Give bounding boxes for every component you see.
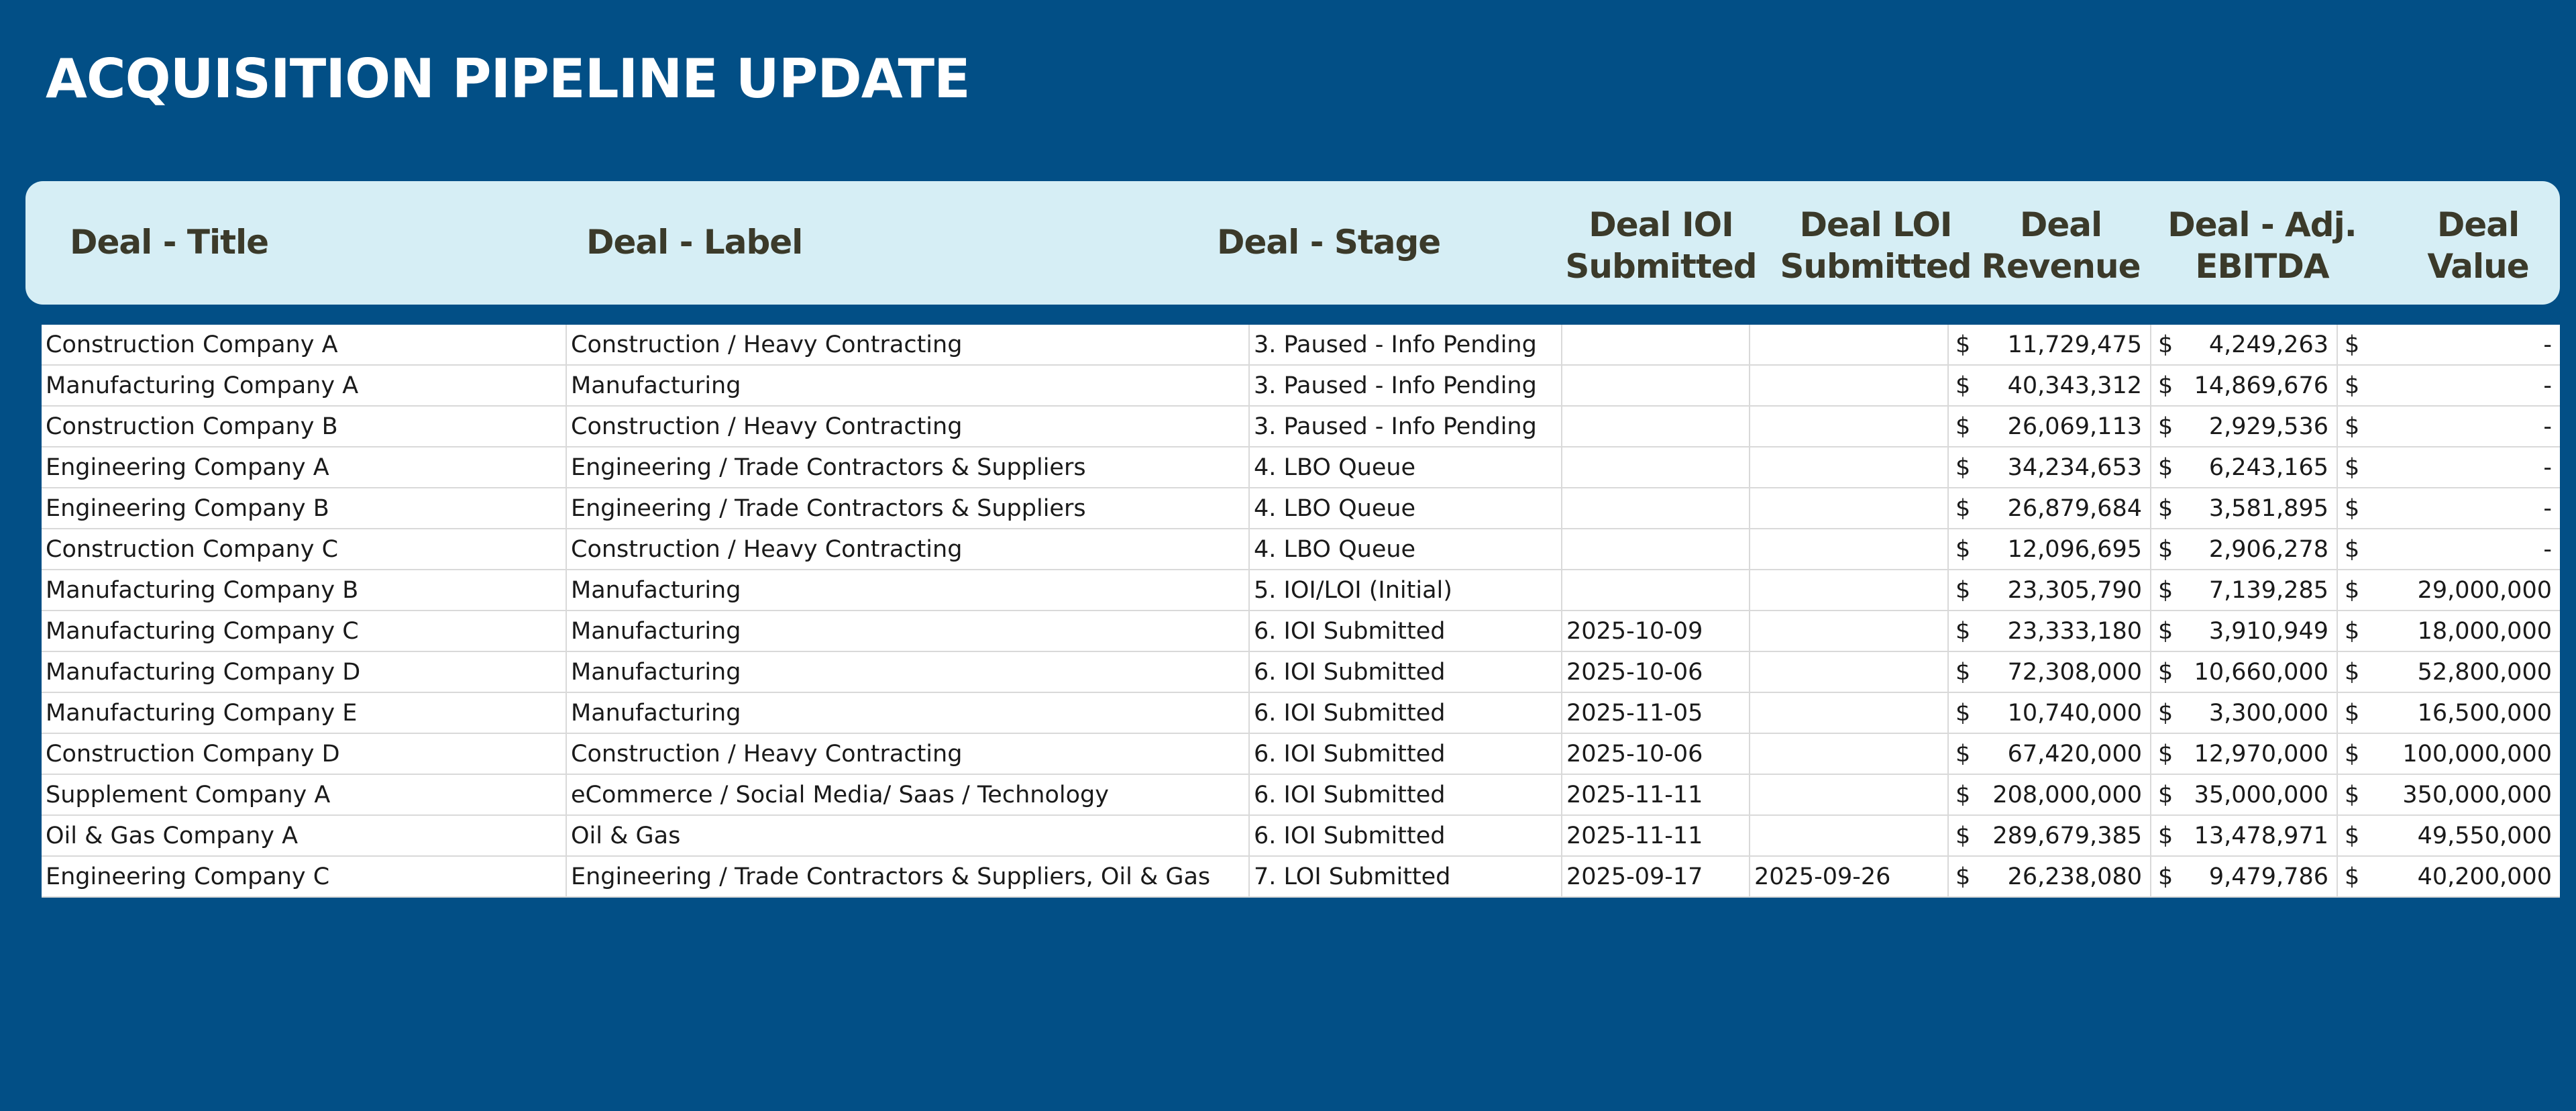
cell-ioi-submitted — [1562, 447, 1750, 488]
currency-symbol: $ — [2345, 494, 2360, 522]
table-row — [42, 856, 2560, 897]
cell-deal-revenue — [1948, 406, 2151, 447]
header-deal-stage: Deal - Stage — [1217, 223, 1441, 262]
cell-loi-submitted — [1750, 529, 1948, 570]
header-revenue-line-2: Revenue — [1981, 247, 2141, 286]
amount: 12,096,695 — [2007, 535, 2142, 563]
currency-symbol: $ — [1955, 413, 1971, 440]
header-deal-revenue — [1960, 204, 2161, 287]
amount: 2,906,278 — [2208, 535, 2328, 563]
cell-deal-label: Construction / Heavy Contracting — [566, 406, 1249, 447]
currency-symbol: $ — [1955, 658, 1971, 686]
cell-deal-value — [2337, 447, 2560, 488]
cell-deal-label: Manufacturing — [566, 570, 1249, 611]
cell-deal-value — [2337, 611, 2560, 651]
header-ebitda-line-1: Deal - Adj. — [2167, 205, 2357, 244]
currency-symbol: $ — [2158, 863, 2174, 890]
cell-deal-revenue-content — [1953, 372, 2146, 399]
cell-deal-revenue-content — [1953, 536, 2146, 563]
cell-deal-value — [2337, 406, 2560, 447]
cell-ioi-submitted — [1562, 365, 1750, 406]
cell-ioi-submitted — [1562, 529, 1750, 570]
cell-deal-stage: 6. IOI Submitted — [1249, 815, 1562, 856]
header-value-line-2: Value — [2427, 247, 2529, 286]
cell-deal-title: Manufacturing Company C — [42, 611, 566, 651]
cell-ioi-submitted: 2025-11-05 — [1562, 692, 1750, 733]
currency-symbol: $ — [2158, 781, 2174, 808]
cell-deal-value-content — [2342, 782, 2556, 808]
cell-deal-stage: 6. IOI Submitted — [1249, 774, 1562, 815]
cell-deal-revenue-content — [1953, 823, 2146, 849]
currency-symbol: $ — [1955, 781, 1971, 808]
cell-deal-stage: 5. IOI/LOI (Initial) — [1249, 570, 1562, 611]
amount: 35,000,000 — [2194, 781, 2328, 808]
table-row — [42, 325, 2560, 365]
cell-deal-adj-ebitda-content — [2155, 782, 2332, 808]
amount: 7,139,285 — [2208, 576, 2328, 604]
amount: 49,550,000 — [2417, 822, 2552, 849]
cell-deal-label: eCommerce / Social Media/ Saas / Technology — [566, 774, 1249, 815]
cell-deal-value-content — [2342, 372, 2556, 399]
cell-deal-stage: 4. LBO Queue — [1249, 529, 1562, 570]
currency-symbol: $ — [2345, 372, 2360, 399]
cell-loi-submitted — [1750, 447, 1948, 488]
cell-deal-revenue-content — [1953, 741, 2146, 768]
currency-symbol: $ — [2158, 535, 2174, 563]
amount: - — [2543, 372, 2552, 399]
cell-deal-adj-ebitda — [2151, 733, 2337, 774]
currency-symbol: $ — [2345, 331, 2360, 358]
currency-symbol: $ — [1955, 331, 1971, 358]
cell-deal-adj-ebitda — [2151, 774, 2337, 815]
currency-symbol: $ — [1955, 699, 1971, 727]
amount: 18,000,000 — [2417, 617, 2552, 645]
cell-deal-title: Oil & Gas Company A — [42, 815, 566, 856]
cell-deal-value-content — [2342, 495, 2556, 522]
amount: - — [2543, 331, 2552, 358]
currency-symbol: $ — [1955, 535, 1971, 563]
currency-symbol: $ — [2158, 372, 2174, 399]
cell-loi-submitted — [1750, 774, 1948, 815]
cell-deal-adj-ebitda-content — [2155, 659, 2332, 686]
table-row — [42, 651, 2560, 692]
cell-deal-value-content — [2342, 454, 2556, 481]
cell-deal-adj-ebitda-content — [2155, 454, 2332, 481]
cell-deal-title: Construction Company D — [42, 733, 566, 774]
amount: 14,869,676 — [2194, 372, 2328, 399]
cell-deal-title: Supplement Company A — [42, 774, 566, 815]
cell-deal-revenue — [1948, 570, 2151, 611]
table-row — [42, 406, 2560, 447]
cell-deal-adj-ebitda — [2151, 365, 2337, 406]
cell-deal-label: Manufacturing — [566, 365, 1249, 406]
cell-deal-stage: 6. IOI Submitted — [1249, 733, 1562, 774]
amount: 23,333,180 — [2007, 617, 2142, 645]
currency-symbol: $ — [2345, 863, 2360, 890]
currency-symbol: $ — [2345, 658, 2360, 686]
cell-deal-adj-ebitda — [2151, 611, 2337, 651]
currency-symbol: $ — [1955, 576, 1971, 604]
cell-deal-revenue-content — [1953, 454, 2146, 481]
cell-deal-revenue — [1948, 774, 2151, 815]
currency-symbol: $ — [2345, 535, 2360, 563]
amount: 40,343,312 — [2007, 372, 2142, 399]
table-row — [42, 488, 2560, 529]
amount: 67,420,000 — [2007, 740, 2142, 768]
amount: - — [2543, 454, 2552, 481]
cell-deal-value — [2337, 774, 2560, 815]
cell-deal-revenue — [1948, 611, 2151, 651]
amount: 3,910,949 — [2208, 617, 2328, 645]
currency-symbol: $ — [2158, 699, 2174, 727]
currency-symbol: $ — [2158, 658, 2174, 686]
cell-deal-revenue-content — [1953, 331, 2146, 358]
cell-deal-label: Construction / Heavy Contracting — [566, 529, 1249, 570]
cell-deal-value-content — [2342, 659, 2556, 686]
cell-deal-label: Manufacturing — [566, 611, 1249, 651]
cell-deal-adj-ebitda — [2151, 570, 2337, 611]
cell-deal-label: Construction / Heavy Contracting — [566, 325, 1249, 365]
cell-deal-revenue-content — [1953, 577, 2146, 604]
amount: 23,305,790 — [2007, 576, 2142, 604]
cell-deal-value-content — [2342, 413, 2556, 440]
currency-symbol: $ — [2345, 781, 2360, 808]
cell-deal-revenue — [1948, 365, 2151, 406]
currency-symbol: $ — [1955, 822, 1971, 849]
amount: 29,000,000 — [2417, 576, 2552, 604]
currency-symbol: $ — [2158, 576, 2174, 604]
cell-deal-revenue — [1948, 488, 2151, 529]
amount: 72,308,000 — [2007, 658, 2142, 686]
cell-loi-submitted: 2025-09-26 — [1750, 856, 1948, 897]
cell-loi-submitted — [1750, 570, 1948, 611]
page-title: ACQUISITION PIPELINE UPDATE — [46, 48, 970, 110]
cell-deal-value — [2337, 815, 2560, 856]
cell-deal-adj-ebitda — [2151, 447, 2337, 488]
cell-deal-revenue — [1948, 856, 2151, 897]
cell-deal-label: Manufacturing — [566, 692, 1249, 733]
currency-symbol: $ — [2158, 413, 2174, 440]
cell-deal-adj-ebitda — [2151, 325, 2337, 365]
cell-deal-revenue — [1948, 733, 2151, 774]
cell-deal-value-content — [2342, 823, 2556, 849]
amount: 350,000,000 — [2402, 781, 2552, 808]
cell-deal-value-content — [2342, 618, 2556, 645]
cell-ioi-submitted — [1562, 570, 1750, 611]
table-row — [42, 365, 2560, 406]
currency-symbol: $ — [2158, 454, 2174, 481]
cell-ioi-submitted: 2025-10-06 — [1562, 651, 1750, 692]
cell-deal-value — [2337, 488, 2560, 529]
header-ebitda-line-2: EBITDA — [2195, 247, 2329, 286]
cell-deal-stage: 6. IOI Submitted — [1249, 692, 1562, 733]
currency-symbol: $ — [2345, 822, 2360, 849]
cell-loi-submitted — [1750, 651, 1948, 692]
cell-deal-value — [2337, 529, 2560, 570]
cell-ioi-submitted: 2025-11-11 — [1562, 774, 1750, 815]
cell-deal-value — [2337, 733, 2560, 774]
cell-deal-title: Engineering Company C — [42, 856, 566, 897]
header-ioi-line-2: Submitted — [1565, 247, 1757, 286]
header-loi-line-1: Deal LOI — [1799, 205, 1952, 244]
currency-symbol: $ — [1955, 863, 1971, 890]
cell-deal-value — [2337, 651, 2560, 692]
currency-symbol: $ — [2345, 699, 2360, 727]
cell-loi-submitted — [1750, 488, 1948, 529]
cell-deal-label: Engineering / Trade Contractors & Suppliers — [566, 488, 1249, 529]
amount: 13,478,971 — [2194, 822, 2328, 849]
amount: 208,000,000 — [1992, 781, 2142, 808]
cell-deal-value — [2337, 570, 2560, 611]
cell-deal-label: Engineering / Trade Contractors & Suppliers — [566, 447, 1249, 488]
amount: 10,740,000 — [2007, 699, 2142, 727]
cell-deal-value — [2337, 365, 2560, 406]
cell-loi-submitted — [1750, 325, 1948, 365]
cell-deal-adj-ebitda-content — [2155, 700, 2332, 727]
cell-deal-value — [2337, 692, 2560, 733]
table-row — [42, 692, 2560, 733]
cell-deal-value-content — [2342, 741, 2556, 768]
table-row — [42, 774, 2560, 815]
cell-deal-title: Manufacturing Company E — [42, 692, 566, 733]
cell-deal-adj-ebitda-content — [2155, 413, 2332, 440]
cell-deal-adj-ebitda-content — [2155, 495, 2332, 522]
table-row — [42, 611, 2560, 651]
amount: 100,000,000 — [2402, 740, 2552, 768]
amount: 9,479,786 — [2208, 863, 2328, 890]
table-row — [42, 447, 2560, 488]
currency-symbol: $ — [2158, 740, 2174, 768]
cell-ioi-submitted — [1562, 488, 1750, 529]
cell-deal-stage: 4. LBO Queue — [1249, 447, 1562, 488]
amount: 26,238,080 — [2007, 863, 2142, 890]
currency-symbol: $ — [2158, 331, 2174, 358]
amount: 26,069,113 — [2007, 413, 2142, 440]
currency-symbol: $ — [2345, 413, 2360, 440]
table-row — [42, 529, 2560, 570]
header-deal-adj-ebitda — [2148, 204, 2376, 287]
cell-ioi-submitted: 2025-09-17 — [1562, 856, 1750, 897]
currency-symbol: $ — [1955, 454, 1971, 481]
amount: 40,200,000 — [2417, 863, 2552, 890]
cell-deal-revenue — [1948, 815, 2151, 856]
cell-ioi-submitted — [1562, 325, 1750, 365]
header-deal-label: Deal - Label — [586, 223, 803, 262]
cell-deal-revenue-content — [1953, 659, 2146, 686]
cell-deal-revenue-content — [1953, 495, 2146, 522]
currency-symbol: $ — [2345, 617, 2360, 645]
cell-deal-revenue — [1948, 651, 2151, 692]
cell-deal-adj-ebitda-content — [2155, 863, 2332, 890]
amount: 16,500,000 — [2417, 699, 2552, 727]
table-row — [42, 733, 2560, 774]
cell-loi-submitted — [1750, 365, 1948, 406]
cell-deal-revenue-content — [1953, 413, 2146, 440]
cell-loi-submitted — [1750, 611, 1948, 651]
currency-symbol: $ — [2345, 576, 2360, 604]
table-row — [42, 815, 2560, 856]
cell-deal-adj-ebitda-content — [2155, 536, 2332, 563]
amount: 11,729,475 — [2007, 331, 2142, 358]
amount: 52,800,000 — [2417, 658, 2552, 686]
cell-deal-stage: 3. Paused - Info Pending — [1249, 406, 1562, 447]
cell-deal-stage: 7. LOI Submitted — [1249, 856, 1562, 897]
cell-deal-title: Manufacturing Company D — [42, 651, 566, 692]
cell-deal-adj-ebitda-content — [2155, 823, 2332, 849]
header-revenue-line-1: Deal — [2019, 205, 2102, 244]
cell-deal-title: Manufacturing Company A — [42, 365, 566, 406]
currency-symbol: $ — [2158, 494, 2174, 522]
cell-deal-label: Manufacturing — [566, 651, 1249, 692]
cell-deal-adj-ebitda — [2151, 529, 2337, 570]
cell-deal-revenue — [1948, 447, 2151, 488]
cell-deal-label: Oil & Gas — [566, 815, 1249, 856]
cell-deal-value — [2337, 856, 2560, 897]
header-deal-value — [2398, 204, 2559, 287]
cell-deal-stage: 4. LBO Queue — [1249, 488, 1562, 529]
cell-deal-revenue-content — [1953, 618, 2146, 645]
amount: 34,234,653 — [2007, 454, 2142, 481]
cell-deal-adj-ebitda — [2151, 488, 2337, 529]
currency-symbol: $ — [2345, 740, 2360, 768]
table-row — [42, 570, 2560, 611]
cell-deal-revenue-content — [1953, 782, 2146, 808]
cell-deal-value — [2337, 325, 2560, 365]
cell-deal-value-content — [2342, 863, 2556, 890]
amount: 289,679,385 — [1992, 822, 2142, 849]
header-loi-line-2: Submitted — [1780, 247, 1972, 286]
amount: 26,879,684 — [2007, 494, 2142, 522]
cell-ioi-submitted — [1562, 406, 1750, 447]
pipeline-table — [42, 325, 2560, 898]
currency-symbol: $ — [2345, 454, 2360, 481]
pipeline-table-body — [42, 325, 2560, 897]
cell-deal-title: Construction Company B — [42, 406, 566, 447]
amount: - — [2543, 413, 2552, 440]
cell-deal-revenue — [1948, 692, 2151, 733]
cell-deal-value-content — [2342, 536, 2556, 563]
cell-deal-stage: 3. Paused - Info Pending — [1249, 365, 1562, 406]
currency-symbol: $ — [2158, 822, 2174, 849]
currency-symbol: $ — [1955, 494, 1971, 522]
cell-deal-title: Engineering Company B — [42, 488, 566, 529]
currency-symbol: $ — [1955, 617, 1971, 645]
cell-loi-submitted — [1750, 733, 1948, 774]
amount: 6,243,165 — [2208, 454, 2328, 481]
cell-deal-label: Construction / Heavy Contracting — [566, 733, 1249, 774]
cell-deal-stage: 6. IOI Submitted — [1249, 651, 1562, 692]
amount: 4,249,263 — [2208, 331, 2328, 358]
cell-deal-label: Engineering / Trade Contractors & Suppliers, Oil & Gas — [566, 856, 1249, 897]
cell-deal-adj-ebitda-content — [2155, 577, 2332, 604]
cell-deal-title: Engineering Company A — [42, 447, 566, 488]
cell-loi-submitted — [1750, 815, 1948, 856]
header-deal-title: Deal - Title — [70, 223, 269, 262]
cell-deal-adj-ebitda — [2151, 856, 2337, 897]
header-value-line-1: Deal — [2436, 205, 2520, 244]
cell-deal-revenue-content — [1953, 863, 2146, 890]
cell-ioi-submitted: 2025-10-09 — [1562, 611, 1750, 651]
amount: 12,970,000 — [2194, 740, 2328, 768]
cell-deal-revenue — [1948, 529, 2151, 570]
currency-symbol: $ — [1955, 740, 1971, 768]
cell-deal-title: Construction Company C — [42, 529, 566, 570]
cell-deal-stage: 3. Paused - Info Pending — [1249, 325, 1562, 365]
cell-ioi-submitted: 2025-11-11 — [1562, 815, 1750, 856]
cell-ioi-submitted: 2025-10-06 — [1562, 733, 1750, 774]
cell-loi-submitted — [1750, 406, 1948, 447]
cell-deal-adj-ebitda — [2151, 406, 2337, 447]
cell-deal-adj-ebitda — [2151, 815, 2337, 856]
cell-deal-stage: 6. IOI Submitted — [1249, 611, 1562, 651]
cell-deal-adj-ebitda-content — [2155, 372, 2332, 399]
cell-deal-adj-ebitda — [2151, 651, 2337, 692]
cell-deal-revenue-content — [1953, 700, 2146, 727]
amount: - — [2543, 535, 2552, 563]
cell-deal-title: Manufacturing Company B — [42, 570, 566, 611]
amount: 10,660,000 — [2194, 658, 2328, 686]
header-ioi-line-1: Deal IOI — [1589, 205, 1733, 244]
cell-deal-revenue — [1948, 325, 2151, 365]
cell-deal-value-content — [2342, 700, 2556, 727]
cell-deal-value-content — [2342, 577, 2556, 604]
currency-symbol: $ — [1955, 372, 1971, 399]
cell-deal-adj-ebitda-content — [2155, 618, 2332, 645]
cell-deal-adj-ebitda-content — [2155, 741, 2332, 768]
cell-deal-adj-ebitda — [2151, 692, 2337, 733]
cell-deal-adj-ebitda-content — [2155, 331, 2332, 358]
cell-deal-title: Construction Company A — [42, 325, 566, 365]
amount: 2,929,536 — [2208, 413, 2328, 440]
table-header-bar — [25, 181, 2560, 305]
amount: 3,300,000 — [2208, 699, 2328, 727]
currency-symbol: $ — [2158, 617, 2174, 645]
amount: 3,581,895 — [2208, 494, 2328, 522]
cell-loi-submitted — [1750, 692, 1948, 733]
cell-deal-value-content — [2342, 331, 2556, 358]
amount: - — [2543, 494, 2552, 522]
